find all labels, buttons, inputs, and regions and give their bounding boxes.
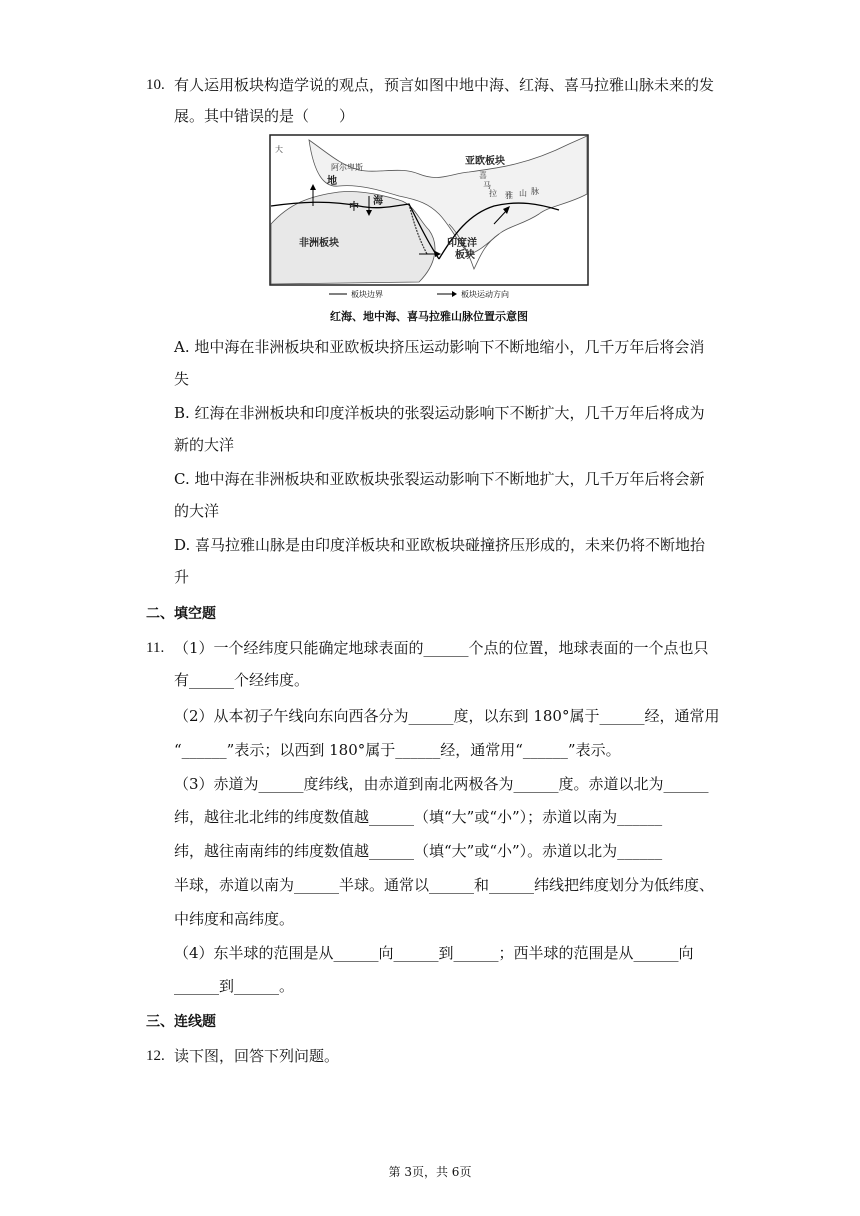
question-number: 11. [146,640,165,656]
plate-map-figure [269,134,589,304]
label-african-plate: 非洲板块 [299,238,339,249]
question-stem: 读下图，回答下列问题。 [174,1047,340,1065]
option-a: A. 地中海在非洲板块和亚欧板块挤压运动影响下不断地缩小，几千万年后将会消 [174,338,705,356]
label-mediterranean: 中 [349,202,359,213]
option-a-cont: 失 [174,370,190,388]
figure-caption: 红海、地中海、喜马拉雅山脉位置示意图 [330,310,528,323]
fill-line: 半球，赤道以南为______半球。通常以______和______纬线把纬度划分为低纬度、 [174,876,715,894]
option-d-cont: 升 [174,568,190,586]
option-d: D. 喜马拉雅山脉是由印度洋板块和亚欧板块碰撞挤压形成的，未来仍将不断地抬 [174,536,706,554]
fill-line: （2）从本初子午线向东向西各分为______度，以东到 180°属于______经，通常用 [174,707,720,725]
question-stem: 有人运用板块构造学说的观点，预言如图中地中海、红海、喜马拉雅山脉未来的发 [174,76,715,94]
question-number: 10. [146,77,165,93]
label-himalaya: 脉 [531,187,539,196]
option-c-cont: 的大洋 [174,502,220,520]
label-indian-plate: 印度洋 [447,238,477,249]
label-corner: 大 [275,145,283,154]
section-title: 三、连线题 [146,1014,216,1030]
label-mediterranean: 海 [373,196,383,207]
label-alps: 阿尔卑斯 [331,163,363,172]
label-eurasian-plate: 亚欧板块 [465,156,505,167]
legend-boundary-label: 板块边界 [351,290,383,299]
fill-line: （1）一个经纬度只能确定地球表面的______个点的位置，地球表面的一个点也只 [174,639,709,657]
legend-direction-label: 板块运动方向 [461,290,509,299]
fill-line: （4）东半球的范围是从______向______到______；西半球的范围是从______向 [174,944,694,962]
option-b: B. 红海在非洲板块和印度洋板块的张裂运动影响下不断扩大，几千万年后将成为 [174,404,705,422]
fill-line: ______到______。 [174,977,295,995]
option-c: C. 地中海在非洲板块和亚欧板块张裂运动影响下不断地扩大，几千万年后将会新 [174,470,705,488]
page-footer: 第 3页，共 6页 [388,1165,472,1179]
legend-arrow-head [452,291,457,297]
label-himalaya: 马 [483,181,491,190]
option-b-cont: 新的大洋 [174,436,235,454]
fill-line: 中纬度和高纬度。 [174,910,295,928]
fill-line: 有______个经纬度。 [174,671,310,689]
label-himalaya: 喜 [479,171,487,180]
fill-line: （3）赤道为______度纬线，由赤道到南北两极各为______度。赤道以北为______ [174,775,709,793]
fill-line: “______”表示；以西到 180°属于______经，通常用“______”表示。 [174,741,621,759]
label-mediterranean: 地 [327,176,337,187]
label-himalaya: 拉 [489,189,497,198]
label-himalaya: 山 [519,189,527,198]
fill-line: 纬，越往北北纬的纬度数值越______（填“大”或“小”）；赤道以南为______ [174,808,663,826]
label-indian-plate: 板块 [455,250,475,261]
question-number: 12. [146,1048,165,1064]
fill-line: 纬，越往南南纬的纬度数值越______（填“大”或“小”）。赤道以北为______ [174,842,663,860]
section-title: 二、填空题 [146,606,216,622]
question-stem: 展。其中错误的是（ ） [174,107,355,125]
label-himalaya: 雅 [505,191,513,200]
plate-map [269,134,589,304]
